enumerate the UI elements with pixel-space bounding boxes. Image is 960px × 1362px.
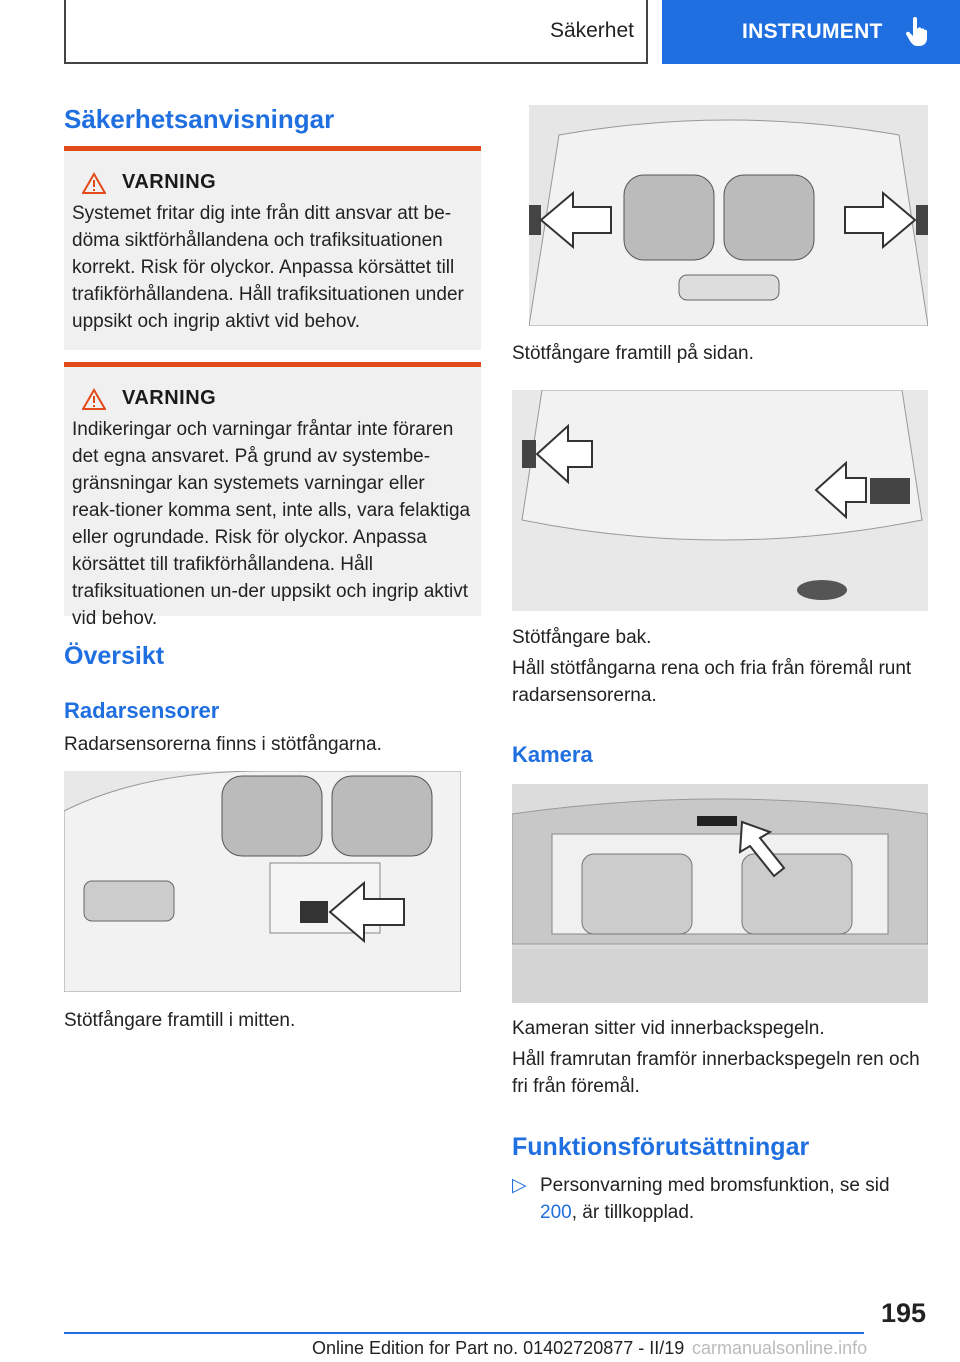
requirement-bullet <box>512 1172 928 1226</box>
warning-box-1 <box>64 146 481 350</box>
front-bumper-side-image <box>529 105 928 326</box>
caption-front-side: Stötfångare framtill på sidan. <box>512 343 754 364</box>
section-heading-overview: Översikt <box>64 642 165 670</box>
warning-text: Systemet fritar dig inte från ditt ansvar att be-döma siktförhållandena och trafiksituationen korrekt. Risk för olyckor. Anpassa körsättet till trafikförhållandena. Håll trafiksituationen under uppsikt och ingrip aktivt vid behov. <box>72 203 464 332</box>
warning-box-2 <box>64 362 481 629</box>
keep-clean-text: Håll stötfångarna rena och fria från föremål runt radarsensorerna. <box>512 658 912 706</box>
camera-clean-text: Håll framrutan framför innerbackspegeln ren och fri från föremål. <box>512 1049 920 1097</box>
page-link-200[interactable]: 200 <box>540 1202 572 1223</box>
subheading-camera: Kamera <box>512 742 593 767</box>
watermark: carmanualsonline.info <box>692 1338 868 1358</box>
bullet-marker-icon: ▷ <box>512 1175 527 1196</box>
instrument-tab[interactable] <box>662 0 960 64</box>
bullet-text-prefix: Personvarning med bromsfunktion, se sid <box>540 1175 890 1196</box>
camera-caption: Kameran sitter vid innerbackspegeln. <box>512 1018 825 1039</box>
caption-rear: Stötfångare bak. <box>512 627 652 648</box>
footer-rule <box>64 1332 864 1334</box>
caption-front-middle: Stötfångare framtill i mitten. <box>64 1010 296 1031</box>
edition-text: Online Edition for Part no. 01402720877 - II/19 <box>312 1338 685 1358</box>
warning-label: VARNING <box>122 387 217 409</box>
front-bumper-middle-image <box>64 771 461 992</box>
radar-text: Radarsensorerna finns i stötfångarna. <box>64 734 382 755</box>
rear-bumper-image <box>512 390 928 611</box>
warning-label: VARNING <box>122 171 217 193</box>
warning-triangle-icon <box>82 388 106 410</box>
warning-text: Indikeringar och varningar fråntar inte föraren det egna ansvaret. På grund av systembe-gränsningar kan systemets varningar eller reak-tioner komma sent, inte alls, vara felaktiga eller ogrundade. Risk för olyckor. Anpassa körsättet till trafikförhållandena. Håll trafiksituationen un-der uppsikt och ingrip aktivt vid behov. <box>72 419 471 629</box>
bullet-text-suffix: , är tillkopplad. <box>571 1202 695 1223</box>
chapter-tab[interactable] <box>64 0 648 64</box>
page-number: 195 <box>880 1298 926 1328</box>
pointing-hand-icon <box>905 17 929 47</box>
instrument-tab-label: INSTRUMENT <box>742 20 883 43</box>
subheading-radar: Radarsensorer <box>64 698 220 723</box>
section-heading-requirements: Funktionsförutsättningar <box>512 1133 810 1161</box>
page-title: Säkerhetsanvisningar <box>64 104 335 134</box>
chapter-tab-label: Säkerhet <box>549 19 634 42</box>
camera-image <box>512 784 928 1003</box>
warning-triangle-icon <box>82 172 106 194</box>
